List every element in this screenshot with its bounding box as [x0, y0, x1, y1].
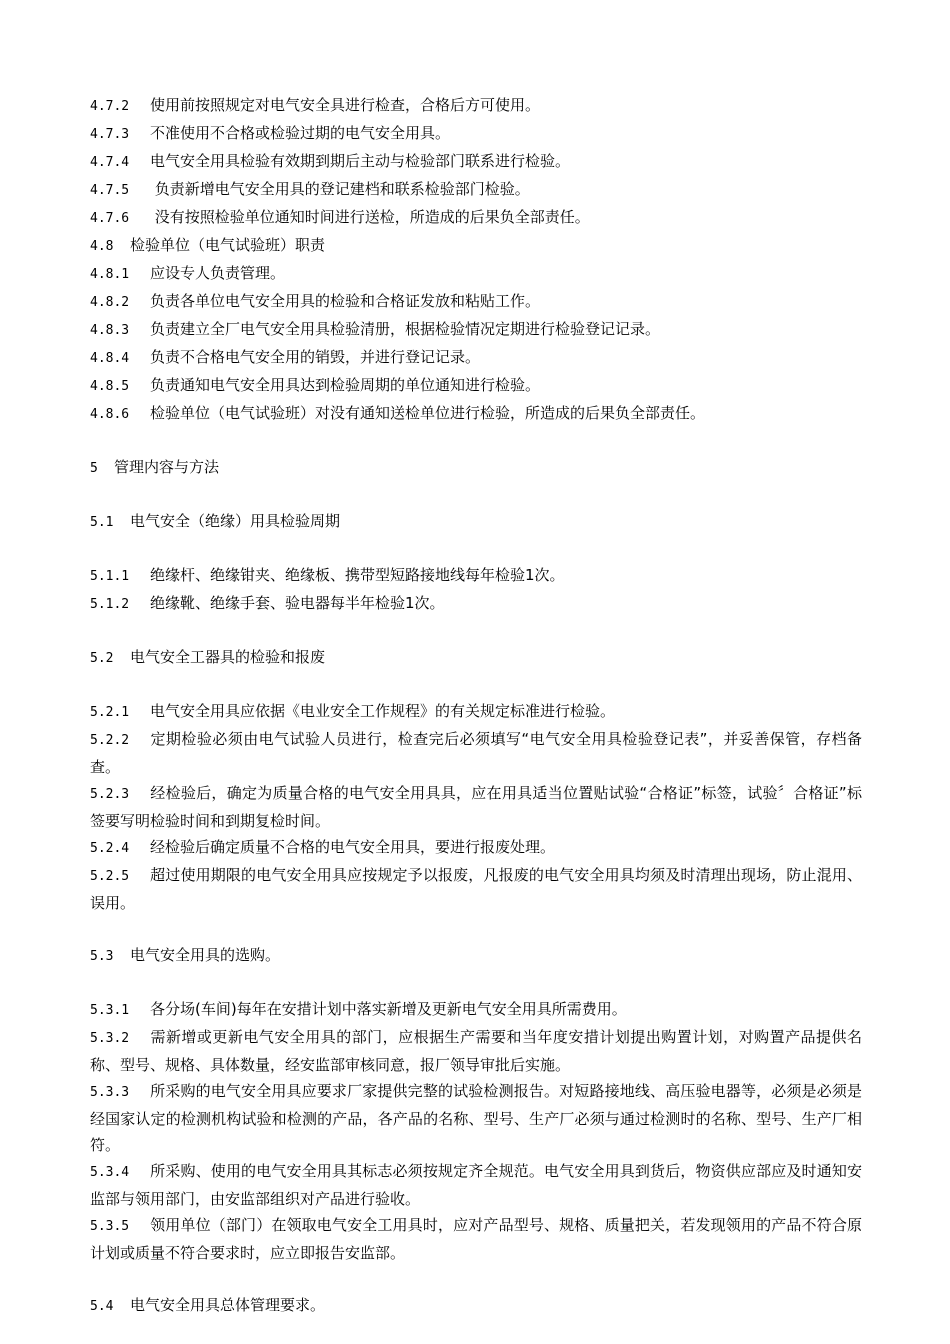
clause-number: 5.3.2 — [90, 1031, 130, 1046]
clause-text: 领用单位（部门）在领取电气安全工用具时，应对产品型号、规格、质量把关，若发现领用的产品不符合原计划或质量不符合要求时，应立即报告安监部。 — [90, 1216, 862, 1262]
clause-number: 4.7.5 — [90, 183, 130, 198]
section-title: 检验单位（电气试验班）职责 — [130, 236, 326, 254]
clause-number: 4.8.2 — [90, 295, 130, 310]
clause-4-7-3 — [90, 120, 862, 148]
clause-number: 5.2.2 — [90, 733, 130, 748]
section-heading-5 — [90, 454, 862, 482]
clause-number: 5.3.1 — [90, 1003, 130, 1018]
clause-text: 负责建立全厂电气安全用具检验清册，根据检验情况定期进行检验登记记录。 — [150, 320, 661, 338]
clause-4-8-1 — [90, 260, 862, 288]
document-body — [90, 92, 862, 1320]
clause-text: 电气安全用具应依据《电业安全工作规程》的有关规定标准进行检验。 — [150, 702, 616, 720]
clause-5-1-2 — [90, 590, 862, 618]
clause-5-3-3 — [90, 1078, 862, 1158]
clause-number: 4.8.4 — [90, 351, 130, 366]
clause-number: 5.3.4 — [90, 1165, 130, 1180]
clause-number: 5.1.1 — [90, 569, 130, 584]
clause-4-8-2 — [90, 288, 862, 316]
clause-4-8-3 — [90, 316, 862, 344]
clause-text: 经检验后，确定为质量合格的电气安全用具具，应在用具适当位置贴试验“合格证”标签，试验〞合格证”标签要写明检验时间和到期复检时间。 — [90, 784, 862, 830]
clause-text: 负责新增电气安全用具的登记建档和联系检验部门检验。 — [150, 180, 530, 198]
clause-4-8-4 — [90, 344, 862, 372]
section-number: 5.2 — [90, 651, 114, 666]
section-number: 5.1 — [90, 515, 114, 530]
clause-5-2-1 — [90, 698, 862, 726]
clause-5-2-2 — [90, 726, 862, 780]
section-number: 5 — [90, 461, 98, 476]
section-heading-5-3 — [90, 942, 862, 970]
clause-number: 5.2.3 — [90, 787, 130, 802]
clause-text: 负责各单位电气安全用具的检验和合格证发放和粘贴工作。 — [150, 292, 541, 310]
clause-number: 4.8.6 — [90, 407, 130, 422]
section-title: 电气安全用具总体管理要求。 — [130, 1296, 326, 1314]
clause-number: 4.7.2 — [90, 99, 130, 114]
clause-number: 4.7.4 — [90, 155, 130, 170]
clause-5-1-1 — [90, 562, 862, 590]
clause-number: 5.2.5 — [90, 869, 130, 884]
section-number: 5.3 — [90, 949, 114, 964]
clause-text: 检验单位（电气试验班）对没有通知送检单位进行检验，所造成的后果负全部责任。 — [150, 404, 706, 422]
clause-5-3-2 — [90, 1024, 862, 1078]
clause-text: 所采购的电气安全用具应要求厂家提供完整的试验检测报告。对短路接地线、高压验电器等，必须是必须是经国家认定的检测机构试验和检测的产品，各产品的名称、型号、生产厂必须与通过检测时的名称、型号、生产厂相符。 — [90, 1082, 862, 1154]
clause-text: 需新增或更新电气安全用具的部门，应根据生产需要和当年度安措计划提出购置计划，对购置产品提供名称、型号、规格、具体数量，经安监部审核同意，报厂领导审批后实施。 — [90, 1028, 862, 1074]
section-number: 5.4 — [90, 1299, 114, 1314]
clause-text: 使用前按照规定对电气安全具进行检查，合格后方可使用。 — [150, 96, 541, 114]
clause-text: 电气安全用具检验有效期到期后主动与检验部门联系进行检验。 — [150, 152, 571, 170]
clause-4-7-2 — [90, 92, 862, 120]
clause-5-2-5 — [90, 862, 862, 916]
clause-number: 5.2.4 — [90, 841, 130, 856]
clause-number: 4.7.6 — [90, 211, 130, 226]
clause-number: 5.3.3 — [90, 1085, 130, 1100]
clause-4-7-4 — [90, 148, 862, 176]
clause-text: 超过使用期限的电气安全用具应按规定予以报废，凡报废的电气安全用具均须及时清理出现场，防止混用、误用。 — [90, 866, 862, 912]
clause-text: 所采购、使用的电气安全用具其标志必须按规定齐全规范。电气安全用具到货后，物资供应部应及时通知安监部与领用部门，由安监部组织对产品进行验收。 — [90, 1162, 862, 1208]
section-heading-5-2 — [90, 644, 862, 672]
clause-text: 绝缘靴、绝缘手套、验电器每半年检验1次。 — [150, 594, 445, 612]
section-title: 电气安全工器具的检验和报废 — [130, 648, 326, 666]
clause-text: 负责不合格电气安全用的销毁，并进行登记记录。 — [150, 348, 481, 366]
clause-4-8-5 — [90, 372, 862, 400]
clause-text: 经检验后确定质量不合格的电气安全用具，要进行报废处理。 — [150, 838, 556, 856]
clause-number: 4.8.5 — [90, 379, 130, 394]
clause-5-3-5 — [90, 1212, 862, 1266]
clause-4-7-5 — [90, 176, 862, 204]
clause-text: 各分场(车间)每年在安措计划中落实新增及更新电气安全用具所需费用。 — [150, 1000, 627, 1018]
section-heading-5-4 — [90, 1292, 862, 1320]
clause-5-3-4 — [90, 1158, 862, 1212]
section-title: 管理内容与方法 — [114, 458, 220, 476]
section-title: 电气安全（绝缘）用具检验周期 — [130, 512, 341, 530]
clause-text: 应设专人负责管理。 — [150, 264, 286, 282]
clause-number: 5.1.2 — [90, 597, 130, 612]
clause-4-7-6 — [90, 204, 862, 232]
clause-text: 定期检验必须由电气试验人员进行，检查完后必须填写“电气安全用具检验登记表”，并妥善保管，存档备查。 — [90, 730, 862, 776]
section-title: 电气安全用具的选购。 — [130, 946, 281, 964]
clause-5-2-4 — [90, 834, 862, 862]
clause-5-2-3 — [90, 780, 862, 834]
clause-number: 5.3.5 — [90, 1219, 130, 1234]
section-heading-4-8 — [90, 232, 862, 260]
clause-text: 没有按照检验单位通知时间进行送检，所造成的后果负全部责任。 — [150, 208, 590, 226]
clause-text: 不准使用不合格或检验过期的电气安全用具。 — [150, 124, 451, 142]
clause-number: 4.8.1 — [90, 267, 130, 282]
clause-4-8-6 — [90, 400, 862, 428]
clause-number: 4.8.3 — [90, 323, 130, 338]
section-number: 4.8 — [90, 239, 114, 254]
clause-5-3-1 — [90, 996, 862, 1024]
section-heading-5-1 — [90, 508, 862, 536]
clause-number: 4.7.3 — [90, 127, 130, 142]
clause-text: 绝缘杆、绝缘钳夹、绝缘板、携带型短路接地线每年检验1次。 — [150, 566, 565, 584]
clause-text: 负责通知电气安全用具达到检验周期的单位通知进行检验。 — [150, 376, 541, 394]
clause-number: 5.2.1 — [90, 705, 130, 720]
